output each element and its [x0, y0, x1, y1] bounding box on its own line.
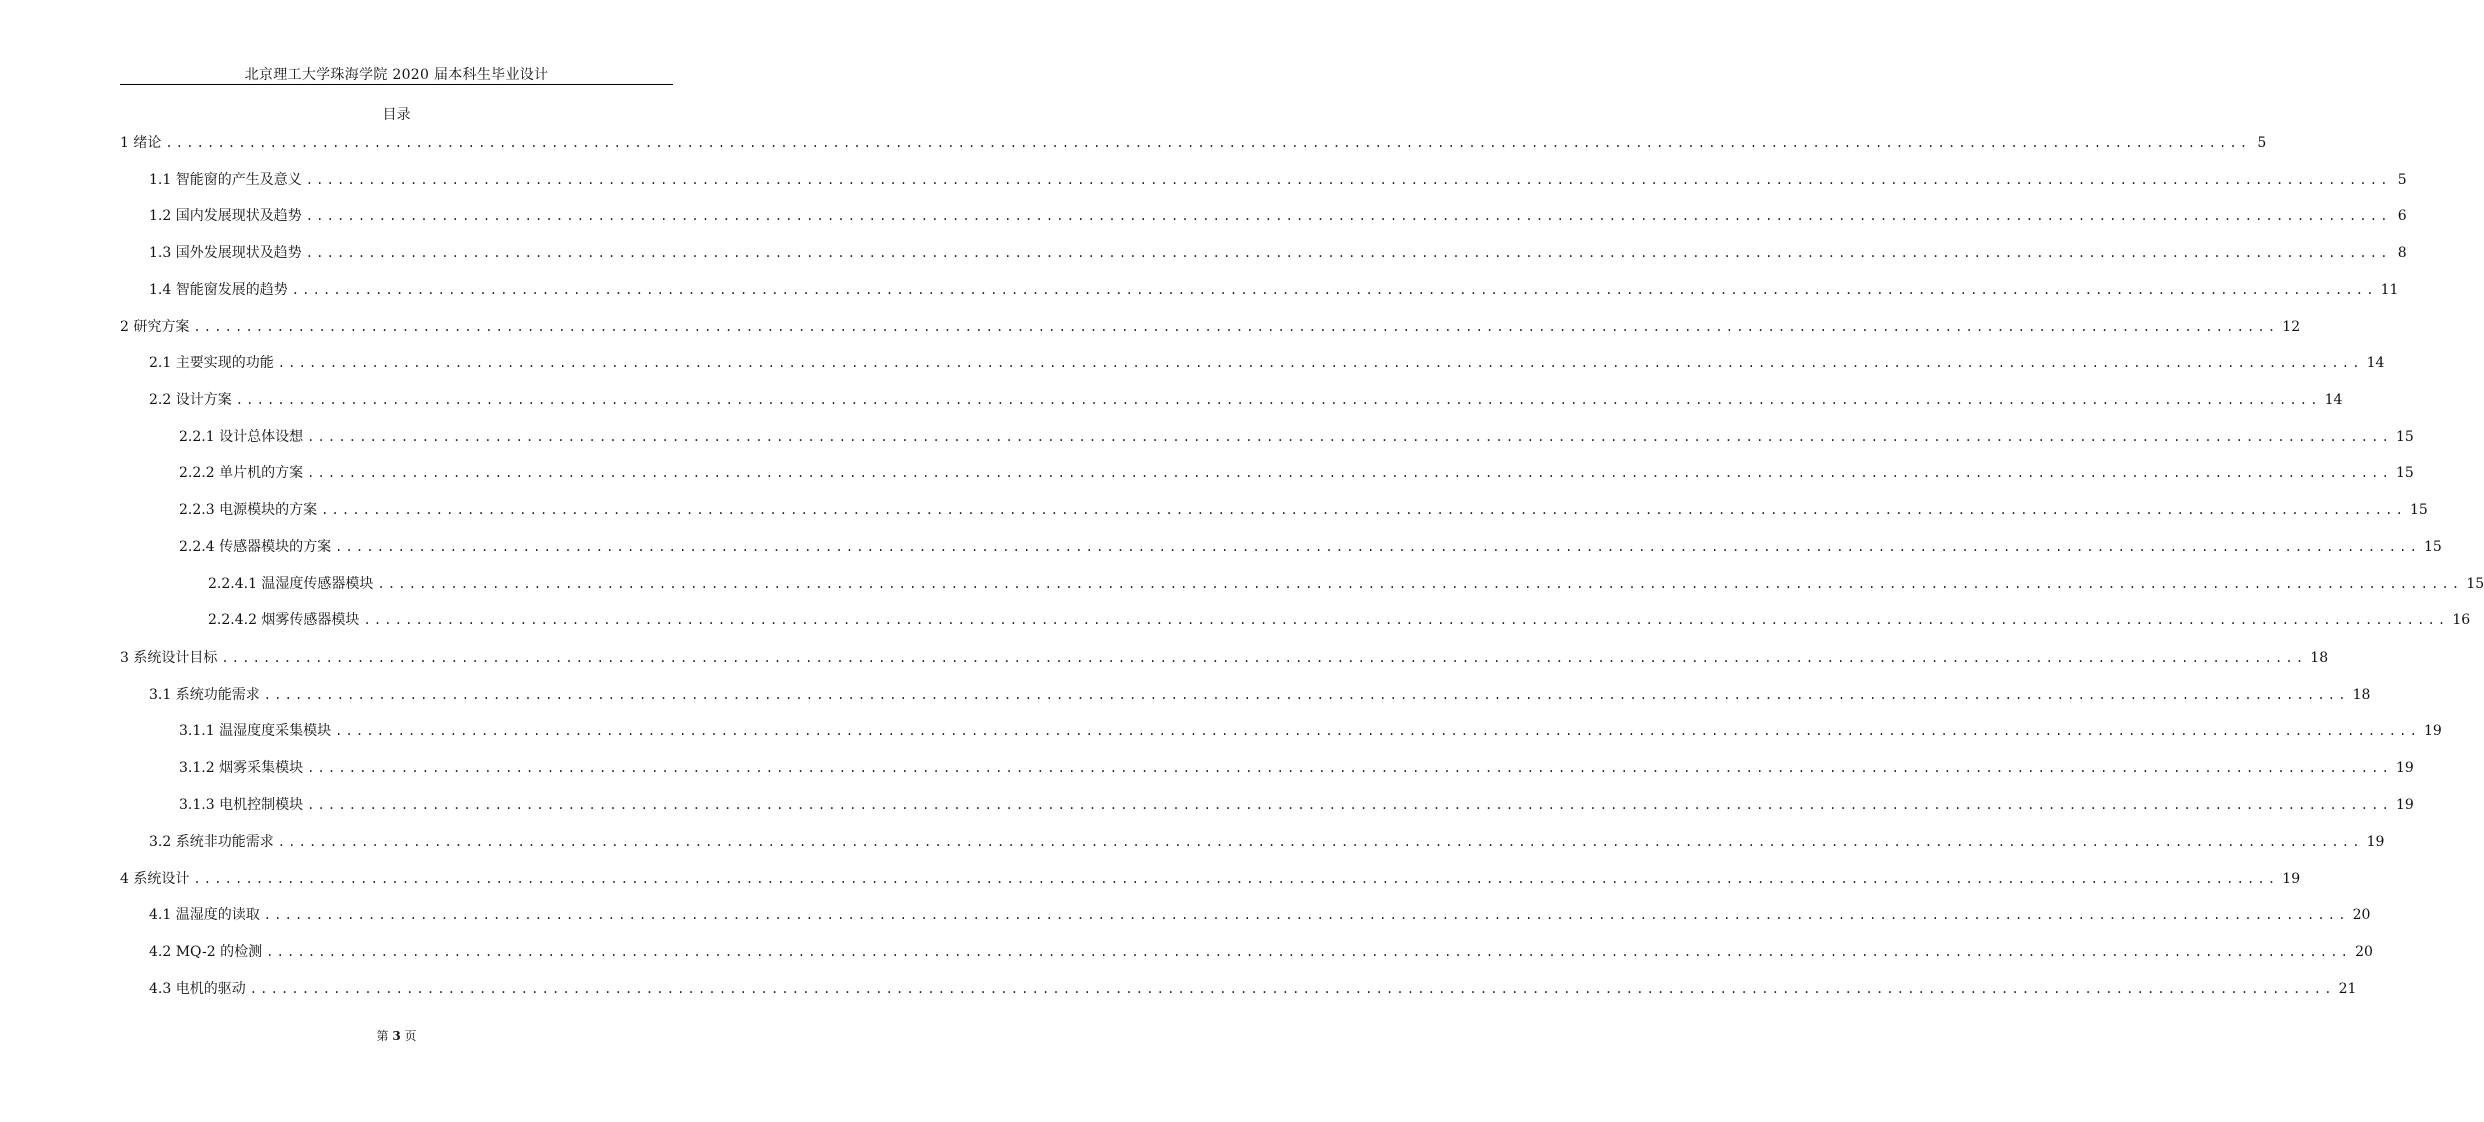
- toc-entry-4[interactable]: [120, 868, 2301, 888]
- toc-entry-3[interactable]: [120, 647, 2329, 667]
- toc-entry-label: 2.2.1 设计总体设想: [179, 429, 304, 445]
- toc-entry-label: 3.1.3 电机控制模块: [179, 797, 304, 813]
- toc-entry-label: 2.2 设计方案: [149, 392, 232, 408]
- toc-entry-2-2-4-2[interactable]: [208, 609, 2471, 629]
- toc-entry-page: 16: [2452, 612, 2471, 628]
- toc-entry-label: 3.1.2 烟雾采集模块: [179, 760, 304, 776]
- toc-leader-dots: ........................................................................................................................................................................................................: [193, 320, 2279, 334]
- toc-entry-page: 18: [2352, 687, 2371, 703]
- toc-entry-label: 4.2 MQ-2 的检测: [149, 944, 263, 960]
- toc-entry-page: 15: [2396, 429, 2414, 445]
- toc-entry-page: 15: [2396, 465, 2414, 481]
- toc-leader-dots: ........................................................................................................................................................................................................: [266, 945, 2352, 959]
- toc-entry-2-2[interactable]: [149, 389, 2343, 409]
- toc-entry-2-2-4-1[interactable]: [208, 573, 2484, 593]
- toc-leader-dots: ........................................................................................................................................................................................................: [377, 577, 2463, 591]
- toc-entry-label: 2 研究方案: [120, 319, 190, 335]
- page-number-prefix: 第: [376, 1029, 389, 1043]
- toc-entry-label: 3.1.1 温湿度度采集模块: [179, 723, 332, 739]
- toc-entry-3-1-2[interactable]: [179, 757, 2414, 777]
- toc-leader-dots: ........................................................................................................................................................................................................: [291, 283, 2377, 297]
- page-header: 北京理工大学珠海学院 2020 届本科生毕业设计: [244, 67, 549, 83]
- toc-entry-page: 19: [2366, 834, 2385, 850]
- header-divider: [120, 84, 673, 85]
- toc-entry-label: 2.2.4.2 烟雾传感器模块: [208, 612, 360, 628]
- toc-leader-dots: ........................................................................................................................................................................................................: [307, 798, 2392, 812]
- toc-leader-dots: ........................................................................................................................................................................................................: [193, 872, 2279, 886]
- toc-title: 目录: [382, 107, 411, 123]
- toc-entry-label: 2.1 主要实现的功能: [149, 355, 274, 371]
- toc-leader-dots: ........................................................................................................................................................................................................: [221, 651, 2307, 665]
- toc-entry-label: 3.2 系统非功能需求: [149, 834, 274, 850]
- toc-entry-page: 5: [2257, 135, 2267, 151]
- toc-entry-page: 20: [2355, 944, 2373, 960]
- toc-entry-3-2[interactable]: [149, 831, 2385, 851]
- toc-leader-dots: ........................................................................................................................................................................................................: [263, 688, 2349, 702]
- toc-entry-4-2[interactable]: [149, 941, 2373, 961]
- toc-entry-2-2-4[interactable]: [179, 536, 2442, 556]
- toc-entry-1-3[interactable]: [149, 242, 2407, 262]
- toc-entry-1[interactable]: [120, 132, 2267, 152]
- toc-entry-label: 2.2.4 传感器模块的方案: [179, 539, 332, 555]
- toc-entry-label: 2.2.3 电源模块的方案: [179, 502, 318, 518]
- toc-leader-dots: ........................................................................................................................................................................................................: [307, 466, 2392, 480]
- toc-entry-page: 5: [2397, 172, 2407, 188]
- toc-entry-1-2[interactable]: [149, 205, 2407, 225]
- toc-entry-label: 4.1 温湿度的读取: [149, 907, 260, 923]
- toc-entry-page: 21: [2338, 981, 2357, 997]
- toc-entry-label: 1.1 智能窗的产生及意义: [149, 172, 302, 188]
- toc-entry-4-1[interactable]: [149, 904, 2371, 924]
- toc-entry-3-1-1[interactable]: [179, 720, 2442, 740]
- toc-leader-dots: ........................................................................................................................................................................................................: [305, 209, 2391, 223]
- toc-leader-dots: ........................................................................................................................................................................................................: [165, 136, 2251, 150]
- toc-entry-page: 14: [2324, 392, 2343, 408]
- toc-leader-dots: ........................................................................................................................................................................................................: [305, 173, 2391, 187]
- toc-entry-page: 6: [2397, 208, 2407, 224]
- toc-leader-dots: ........................................................................................................................................................................................................: [277, 835, 2363, 849]
- toc-entry-label: 2.2.2 单片机的方案: [179, 465, 304, 481]
- toc-entry-1-4[interactable]: [149, 279, 2399, 299]
- toc-entry-page: 19: [2396, 760, 2414, 776]
- toc-leader-dots: ........................................................................................................................................................................................................: [235, 393, 2321, 407]
- toc-entry-label: 4 系统设计: [120, 871, 190, 887]
- toc-entry-3-1-3[interactable]: [179, 794, 2414, 814]
- toc-entry-page: 19: [2424, 723, 2442, 739]
- toc-entry-2-2-3[interactable]: [179, 499, 2428, 519]
- toc-leader-dots: ........................................................................................................................................................................................................: [307, 430, 2392, 444]
- toc-entry-page: 18: [2310, 650, 2329, 666]
- toc-entry-2-1[interactable]: [149, 352, 2385, 372]
- toc-entry-label: 3 系统设计目标: [120, 650, 218, 666]
- toc-entry-label: 1 绪论: [120, 135, 162, 151]
- toc-entry-label: 1.3 国外发展现状及趋势: [149, 245, 302, 261]
- toc-entry-2-2-1[interactable]: [179, 426, 2414, 446]
- toc-entry-2-2-2[interactable]: [179, 462, 2414, 482]
- toc-entry-label: 2.2.4.1 温湿度传感器模块: [208, 576, 374, 592]
- toc-leader-dots: ........................................................................................................................................................................................................: [335, 540, 2420, 554]
- toc-entry-label: 1.2 国内发展现状及趋势: [149, 208, 302, 224]
- toc-leader-dots: ........................................................................................................................................................................................................: [263, 908, 2349, 922]
- toc-entry-page: 8: [2397, 245, 2407, 261]
- toc-entry-1-1[interactable]: [149, 169, 2407, 189]
- toc-entry-page: 19: [2282, 871, 2301, 887]
- toc-entry-2[interactable]: [120, 316, 2301, 336]
- toc-entry-4-3[interactable]: [149, 978, 2357, 998]
- toc-entry-page: 15: [2424, 539, 2442, 555]
- toc-entry-page: 15: [2410, 502, 2428, 518]
- toc-leader-dots: ........................................................................................................................................................................................................: [307, 761, 2392, 775]
- toc-leader-dots: ........................................................................................................................................................................................................: [363, 613, 2449, 627]
- toc-entry-page: 15: [2466, 576, 2484, 592]
- toc-entry-page: 12: [2282, 319, 2301, 335]
- toc-leader-dots: ........................................................................................................................................................................................................: [249, 982, 2335, 996]
- toc-leader-dots: ........................................................................................................................................................................................................: [305, 246, 2391, 260]
- toc-entry-page: 11: [2380, 282, 2399, 298]
- toc-entry-page: 19: [2396, 797, 2414, 813]
- page-footer: [120, 1027, 673, 1044]
- toc-entry-page: 20: [2352, 907, 2371, 923]
- toc-entry-label: 1.4 智能窗发展的趋势: [149, 282, 288, 298]
- toc-entry-label: 4.3 电机的驱动: [149, 981, 246, 997]
- page-number-suffix: 页: [404, 1029, 417, 1043]
- toc-entry-page: 14: [2366, 355, 2385, 371]
- page-number: 3: [392, 1029, 401, 1043]
- toc-leader-dots: ........................................................................................................................................................................................................: [335, 724, 2420, 738]
- toc-leader-dots: ........................................................................................................................................................................................................: [277, 356, 2363, 370]
- toc-entry-3-1[interactable]: [149, 684, 2371, 704]
- toc-entry-label: 3.1 系统功能需求: [149, 687, 260, 703]
- toc-leader-dots: ........................................................................................................................................................................................................: [321, 503, 2406, 517]
